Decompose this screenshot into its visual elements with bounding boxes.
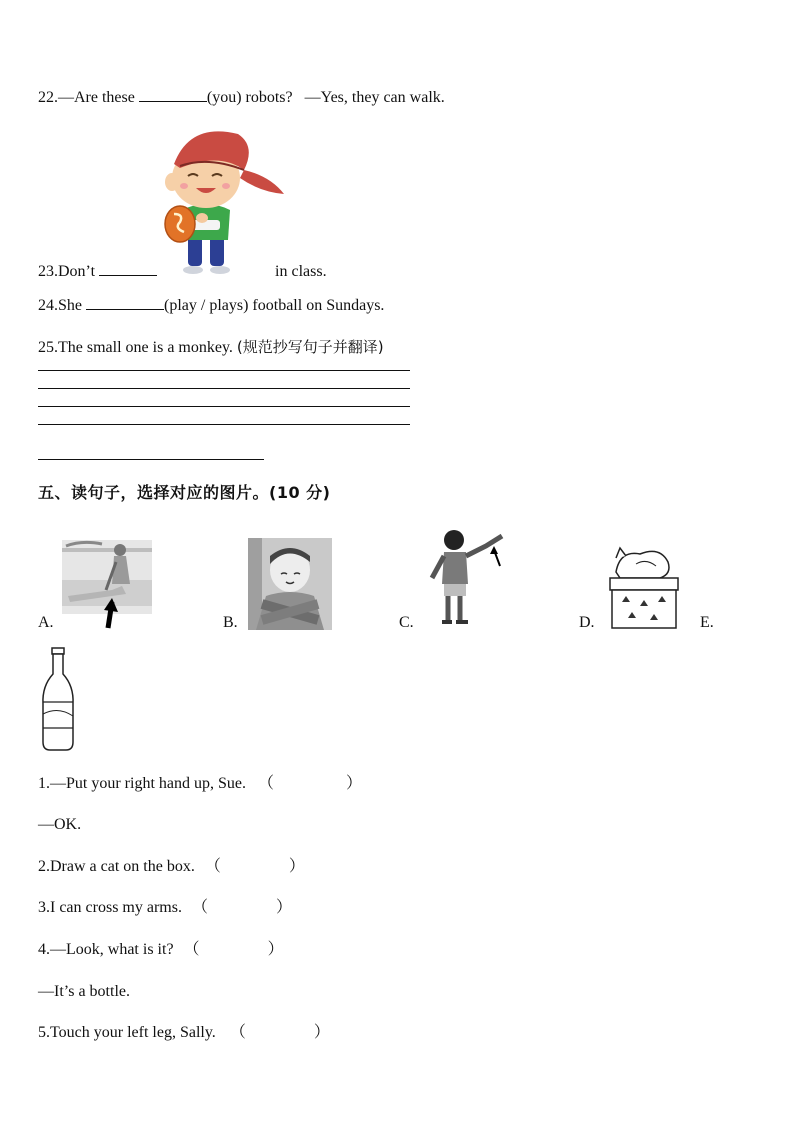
question-reply: —Yes, they can walk. [304,89,445,106]
item-text: 2.Draw a cat on the box. [38,858,195,875]
item-text: 3.I can cross my arms. [38,899,182,916]
answer-blank[interactable] [99,261,157,276]
picture-d-cat-on-box [606,544,682,632]
answer-paren[interactable]: （ ） [258,775,363,792]
answer-paren[interactable]: （ ） [183,941,284,958]
option-e-label: E. [700,614,714,631]
question-number: 23. [38,263,58,280]
question-hint: (you) robots? [206,89,293,106]
picture-b-cross-arms [248,538,332,630]
question-instruction: (规范抄写句子并翻译) [236,338,384,356]
question-text: She [58,297,86,314]
answer-paren[interactable]: （ ） [229,1024,330,1041]
writing-line[interactable] [38,370,410,371]
writing-line[interactable] [38,388,410,389]
answer-blank[interactable] [139,87,207,102]
writing-line[interactable] [38,406,410,407]
item-1 [38,774,362,794]
picture-a-touch-leg [62,540,152,630]
item-2 [38,857,305,877]
option-a-label: A. [38,614,54,631]
answer-paren[interactable]: （ ） [204,858,305,875]
question-text: (play / plays) football on Sundays. [164,297,385,314]
question-text: Don’t [58,263,100,280]
question-number: 22. [38,89,58,106]
question-24 [38,295,384,316]
answer-paren[interactable]: （ ） [191,899,292,916]
item-text: 1.—Put your right hand up, Sue. [38,775,246,792]
item-5 [38,1023,330,1043]
item-4-reply: —It’s a bottle. [38,983,130,1000]
option-d-label: D. [579,614,595,631]
writing-line[interactable] [38,459,264,460]
answer-blank[interactable] [86,295,164,310]
item-1-reply: —OK. [38,816,82,833]
option-b-label: B. [223,614,238,631]
section-heading: 五、读句子，选择对应的图片。(10 分) [38,483,331,502]
question-text: in class. [275,263,327,280]
item-3 [38,898,292,918]
item-4 [38,940,284,960]
question-22 [38,87,445,108]
question-text: —Are these [58,89,139,106]
question-text: The small one is a monkey. [58,339,233,356]
boy-with-ball-illustration [160,118,290,278]
item-text: 5.Touch your left leg, Sally. [38,1024,216,1041]
question-25 [38,337,384,358]
question-number: 24. [38,297,58,314]
picture-c-hand-up [428,528,510,626]
item-text: 4.—Look, what is it? [38,941,174,958]
writing-line[interactable] [38,424,410,425]
question-23 [38,261,327,282]
question-number: 25. [38,339,58,356]
picture-e-bottle [38,646,78,754]
option-c-label: C. [399,614,414,631]
